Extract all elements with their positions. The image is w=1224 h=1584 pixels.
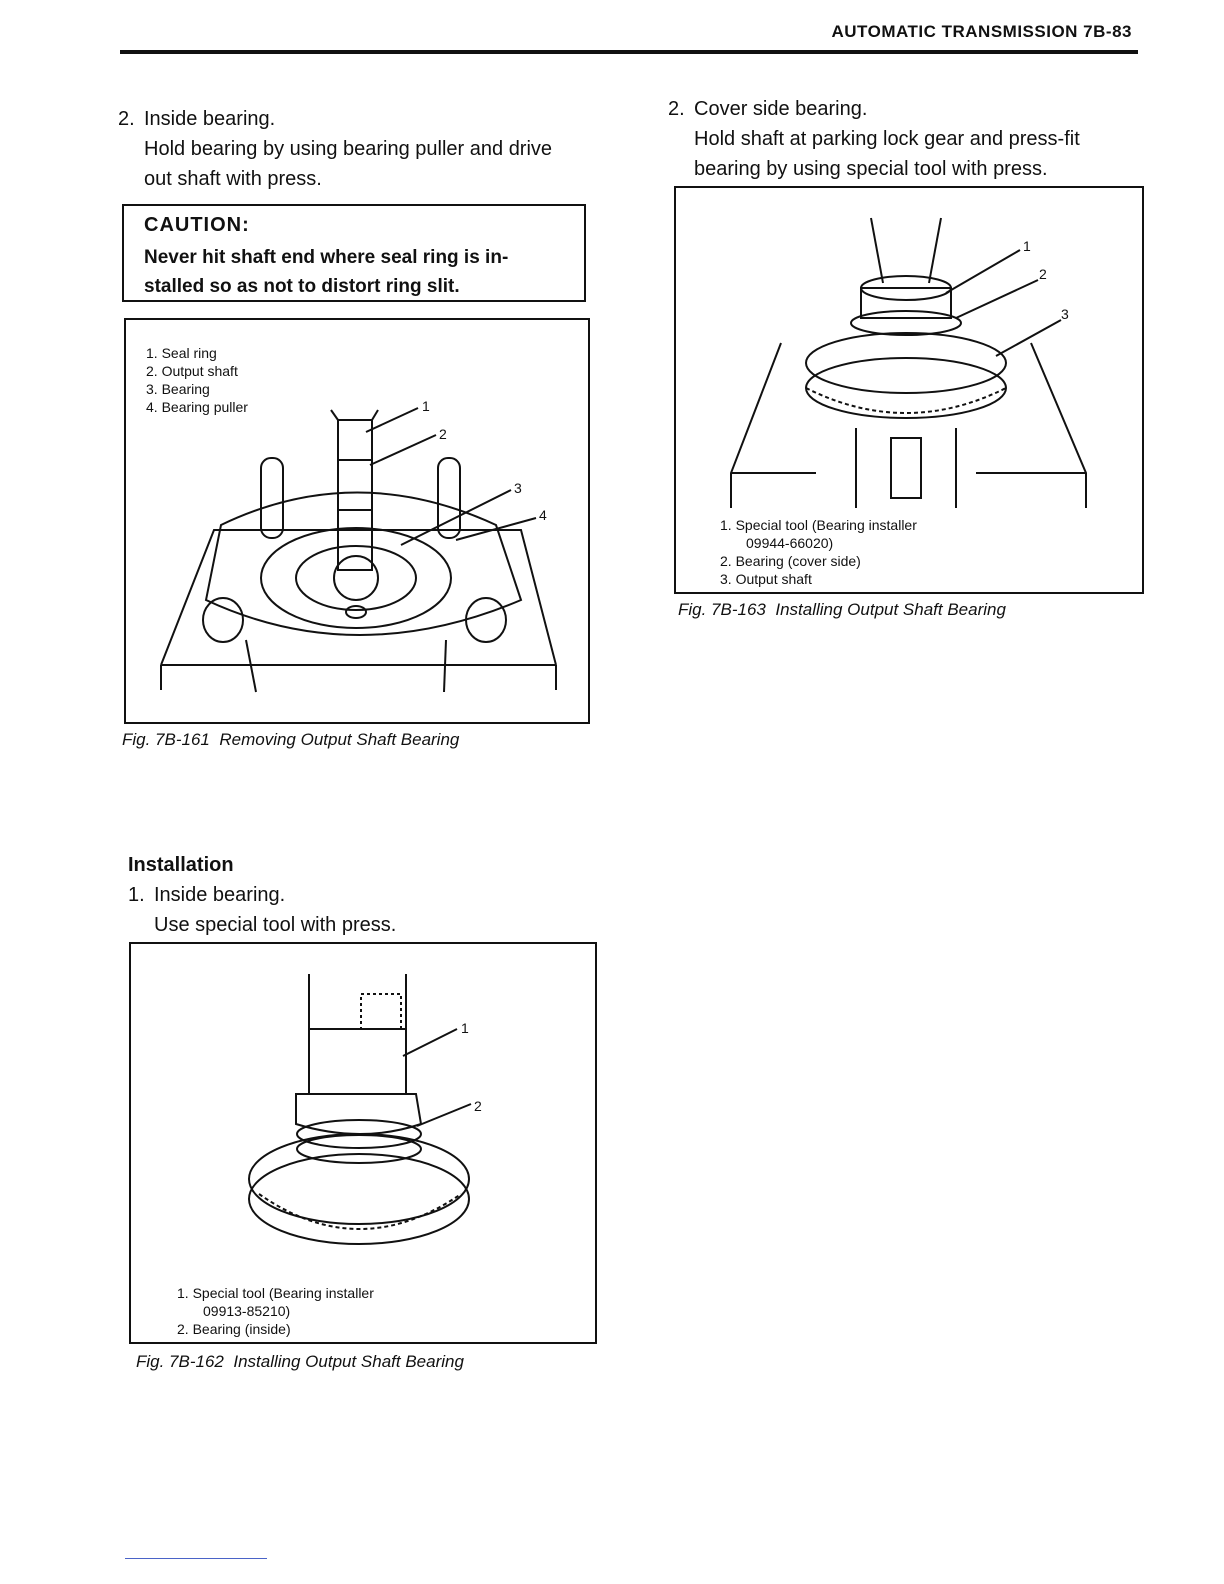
footer-rule	[125, 1558, 267, 1559]
page-header-title: AUTOMATIC TRANSMISSION 7B-83	[831, 22, 1132, 41]
legend-item: 3. Bearing	[146, 381, 210, 397]
callout-1: 1	[1023, 238, 1031, 254]
step-number: 2.	[118, 108, 135, 130]
legend-item: 1. Seal ring	[146, 345, 217, 361]
installation-step-1	[128, 880, 608, 940]
callout-4: 4	[539, 507, 547, 523]
callout-2: 2	[474, 1098, 482, 1114]
callout-3: 3	[1061, 306, 1069, 322]
callout-2: 2	[439, 426, 447, 442]
callout-3: 3	[514, 480, 522, 496]
figure-caption-161	[122, 730, 459, 750]
right-step-2	[668, 94, 1148, 184]
caption-text: Installing Output Shaft Bearing	[775, 600, 1006, 619]
legend-item: 1. Special tool (Bearing installer	[720, 517, 917, 533]
installer-illustration-162	[131, 944, 595, 1342]
step-title: Inside bearing.	[154, 884, 286, 906]
step-number: 2.	[668, 98, 685, 120]
step-number: 1.	[128, 884, 145, 906]
callout-2: 2	[1039, 266, 1047, 282]
step-title: Cover side bearing.	[694, 98, 868, 120]
left-step-2	[118, 104, 598, 194]
figure-caption-162	[136, 1352, 464, 1372]
bearing-puller-illustration	[126, 320, 588, 722]
installation-heading: Installation	[128, 854, 234, 876]
legend-item: 4. Bearing puller	[146, 399, 248, 415]
figure-7b-163	[674, 186, 1144, 594]
caption-number: Fig. 7B-162	[136, 1352, 224, 1371]
figure-7b-162	[129, 942, 597, 1344]
legend-item: 2. Output shaft	[146, 363, 238, 379]
legend-item: 2. Bearing (inside)	[177, 1321, 291, 1337]
caution-text	[144, 243, 564, 301]
caption-number: Fig. 7B-163	[678, 600, 766, 619]
step-line-1: Use special tool with press.	[154, 914, 397, 936]
caption-text: Installing Output Shaft Bearing	[233, 1352, 464, 1371]
callout-1: 1	[422, 398, 430, 414]
figure-legend	[720, 516, 917, 588]
figure-7b-161	[124, 318, 590, 724]
figure-legend	[177, 1284, 374, 1338]
legend-item: 09944-66020)	[746, 535, 834, 551]
legend-item: 1. Special tool (Bearing installer	[177, 1285, 374, 1301]
step-title: Inside bearing.	[144, 108, 276, 130]
figure-caption-163	[678, 600, 1006, 620]
legend-item: 2. Bearing (cover side)	[720, 553, 861, 569]
legend-item: 09913-85210)	[203, 1303, 291, 1319]
caution-line-1: Never hit shaft end where seal ring is in-	[144, 247, 509, 268]
callout-1: 1	[461, 1020, 469, 1036]
caption-number: Fig. 7B-161	[122, 730, 210, 749]
caution-title: CAUTION:	[144, 214, 250, 236]
header-rule	[120, 50, 1138, 54]
legend-item: 3. Output shaft	[720, 571, 812, 587]
step-line-1: Hold bearing by using bearing puller and drive	[144, 138, 553, 160]
caption-text: Removing Output Shaft Bearing	[219, 730, 460, 749]
caution-line-2: stalled so as not to distort ring slit.	[144, 276, 460, 297]
caution-box	[122, 204, 586, 302]
step-line-2: bearing by using special tool with press.	[694, 158, 1048, 180]
step-line-1: Hold shaft at parking lock gear and press-fit	[694, 128, 1080, 150]
step-line-2: out shaft with press.	[144, 168, 322, 190]
